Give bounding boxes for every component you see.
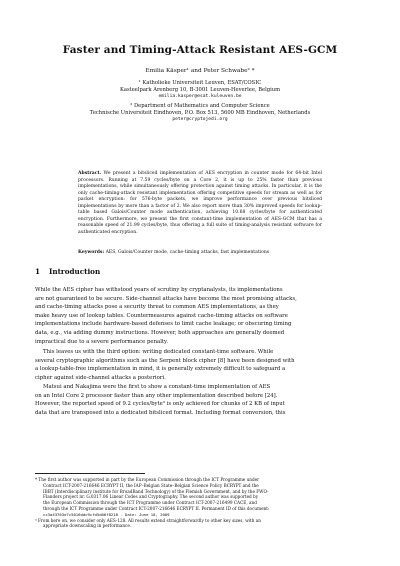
- abstract-label: Abstract.: [78, 171, 102, 176]
- footnote-line: * The first author was supported in part by the European Commission through the ICT Programme under: [35, 477, 260, 482]
- paragraph-1: [35, 286, 366, 346]
- paragraph-line: Matsui and Nakajima were the first to show a constant-time implementation of AES: [43, 384, 271, 390]
- footnote-rule: [35, 473, 145, 474]
- abstract-text: We present a bitsliced implementation of AES encryption in counter mode for 64-bit Intel processors. Running at 7.59 cycles/byte on a Core 2, it is up to 25% faster than previous implementations, while simultaneously offering protection against timing attacks. In particular, it is the only cache-timing-attack resistant implementation offering competitive speeds for stream as well as for packet encryption: for 576-byte packets, we improve performance over previous bitsliced implementations by more than a factor of 2. We also report more than 30% improved speeds for lookup-table based Galois/Counter mode authentication, achieving 10.68 cycles/byte for authenticated encryption. Furthermore, we present the first constant-time implementation of AES-GCM that has a reasonable speed of 21.99 cycles/byte, thus offering a full suite of timing-analysis resistant software for authenticated encryption.: [78, 171, 322, 235]
- paragraph-line: make heavy use of lookup tables. Countermeasures against cache-timing attacks on software: [35, 312, 288, 319]
- paragraph-line: and cache-timing attacks pose a security threat to common AES implementations, as they: [35, 304, 279, 311]
- footnotes: [35, 477, 366, 529]
- affiliation2-line2: Technische Universiteit Eindhoven, P.O. Box 513, 5600 MB Eindhoven, Netherlands: [89, 110, 311, 116]
- affiliation1-line1: ¹ Katholieke Universiteit Leuven, ESAT/COSIC: [138, 80, 262, 86]
- footnote-line: Contract ICT-2007-216646 ECRYPT II, the IAP–Belgian State–Belgian Science Policy BCRYPT and the: [43, 482, 259, 488]
- paragraph-line: This leaves us with the third option: writing dedicated constant-time software. While: [43, 349, 274, 355]
- abstract: [78, 171, 322, 236]
- affiliation2-email: peter@cryptojedi.org: [172, 117, 228, 122]
- footnote-line: cc3a43763e7c5016ddc9cfd5d06f8218 . Date: June 18, 2009: [43, 511, 170, 517]
- keywords-label: Keywords:: [78, 250, 105, 255]
- paragraph-line: While the AES cipher has withstood years of scrutiny by cryptanalysts, its implementations: [35, 287, 283, 293]
- affiliation1-line2: Kasteelpark Arenberg 10, B-3001 Leuven-Heverlee, Belgium: [120, 87, 280, 93]
- section-title: Introduction: [49, 267, 101, 276]
- footnote-line: through the ICT Programme under Contract ICT-2007-216646 ECRYPT II. Permanent ID of this document:: [43, 505, 270, 511]
- authors: Emilia Käsper¹ and Peter Schwabe² *: [145, 68, 255, 74]
- paragraph-line: a lookup-table-free implementation in mind, it is generally extremely difficult to safeguard a: [35, 366, 286, 373]
- paragraph-line: several cryptographic algorithms such as the Serpent block cipher [8] have been designed with: [35, 357, 295, 364]
- affiliation2-line1: ² Department of Mathematics and Computer Science: [130, 103, 270, 109]
- paragraph-line: implementations include hardware-based defenses to limit cache leakage; or obscuring timing: [35, 321, 292, 328]
- paragraph-line: data, e.g., via adding dummy instructions. However, both approaches are generally deemed: [35, 329, 285, 336]
- footnote-line: appropriate downscaling in performance.: [43, 523, 132, 529]
- affiliation1-email: emilia.kasper@esat.kuleuven.be: [158, 94, 242, 99]
- footnote-line: the European Commission through the ICT Programme under Contract ICT-2007-216499 CACE, and: [43, 500, 257, 506]
- footnote-line: ³ From here on, we consider only AES-128. All results extend straightforwardly to other key sizes, with an: [35, 517, 261, 523]
- footnote-line: Flanders project nr. G.0317.06 Linear Codes and Cryptography. The second author was supported by: [43, 494, 259, 500]
- section-number: 1: [35, 267, 41, 276]
- paragraph-line: impractical due to a severe performance penalty.: [35, 338, 169, 345]
- paper-title: Faster and Timing-Attack Resistant AES-GCM: [62, 44, 338, 56]
- paragraph-2: [35, 348, 366, 382]
- paragraph-3: [35, 383, 366, 417]
- paragraph-line: are not guaranteed to be secure. Side-channel attacks have become the most promising attacks,: [35, 295, 297, 302]
- paragraph-line: on an Intel Core 2 processor faster than any other implementation described before [24].: [35, 392, 278, 399]
- keywords: [78, 250, 322, 257]
- paragraph-line: data that are transposed into a dedicated bitsliced format. Including format conversion, this: [35, 409, 286, 416]
- paragraph-line: However, the reported speed of 9.2 cycles/byte³ is only achieved for chunks of 2 KB of input: [35, 401, 285, 408]
- paragraph-line: cipher against side-channel attacks a posteriori.: [35, 374, 166, 381]
- footnote-line: IBBT (Interdisciplinary institute for BroadBand Technology) of the Flemish Government, and by the FWO-: [43, 488, 269, 494]
- section-heading: [35, 267, 100, 276]
- keywords-text: AES, Galois/Counter mode, cache-timing attacks, fast implementations: [105, 250, 270, 255]
